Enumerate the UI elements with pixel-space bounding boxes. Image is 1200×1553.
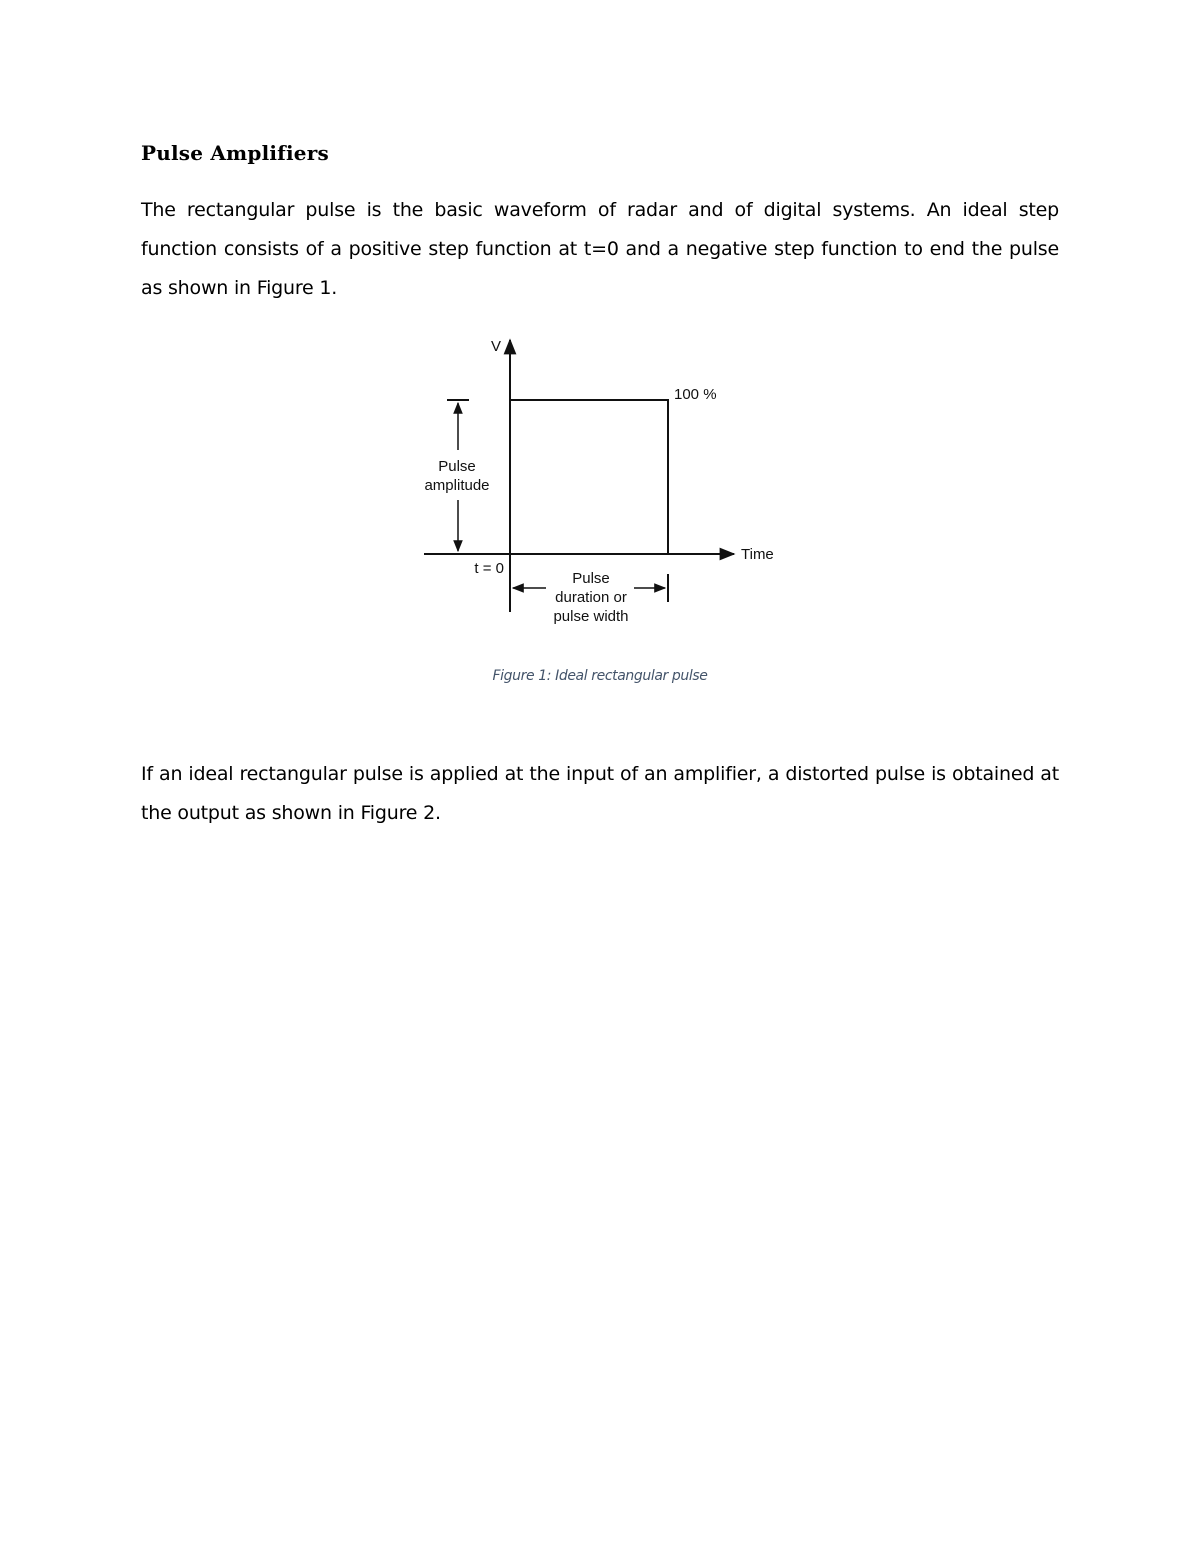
- figure-1-caption: Figure 1: Ideal rectangular pulse: [492, 668, 708, 684]
- v-axis-label: V: [491, 338, 502, 355]
- t-zero-label: t = 0: [474, 560, 504, 577]
- amplitude-label-2: amplitude: [424, 477, 490, 494]
- amplitude-label-1: Pulse: [438, 458, 476, 475]
- second-paragraph: If an ideal rectangular pulse is applied at the input of an amplifier, a distorted pulse is obtained at the output as shown in Figure 2.: [141, 763, 1059, 824]
- time-axis-label: Time: [741, 546, 774, 563]
- duration-label-3: pulse width: [553, 608, 629, 625]
- intro-paragraph: The rectangular pulse is the basic waveform of radar and of digital systems. An ideal step function consists of a positive step function at t=0 and a negative step function to end the pulse as shown in Figure 1.: [141, 199, 1059, 299]
- figure-1-diagram: [410, 330, 790, 630]
- duration-label-2: duration or: [555, 589, 627, 606]
- section-heading: Pulse Amplifiers: [141, 141, 329, 165]
- pulse-waveform: [510, 400, 668, 554]
- duration-label-1: Pulse: [572, 570, 610, 587]
- percent-label: 100 %: [674, 386, 717, 403]
